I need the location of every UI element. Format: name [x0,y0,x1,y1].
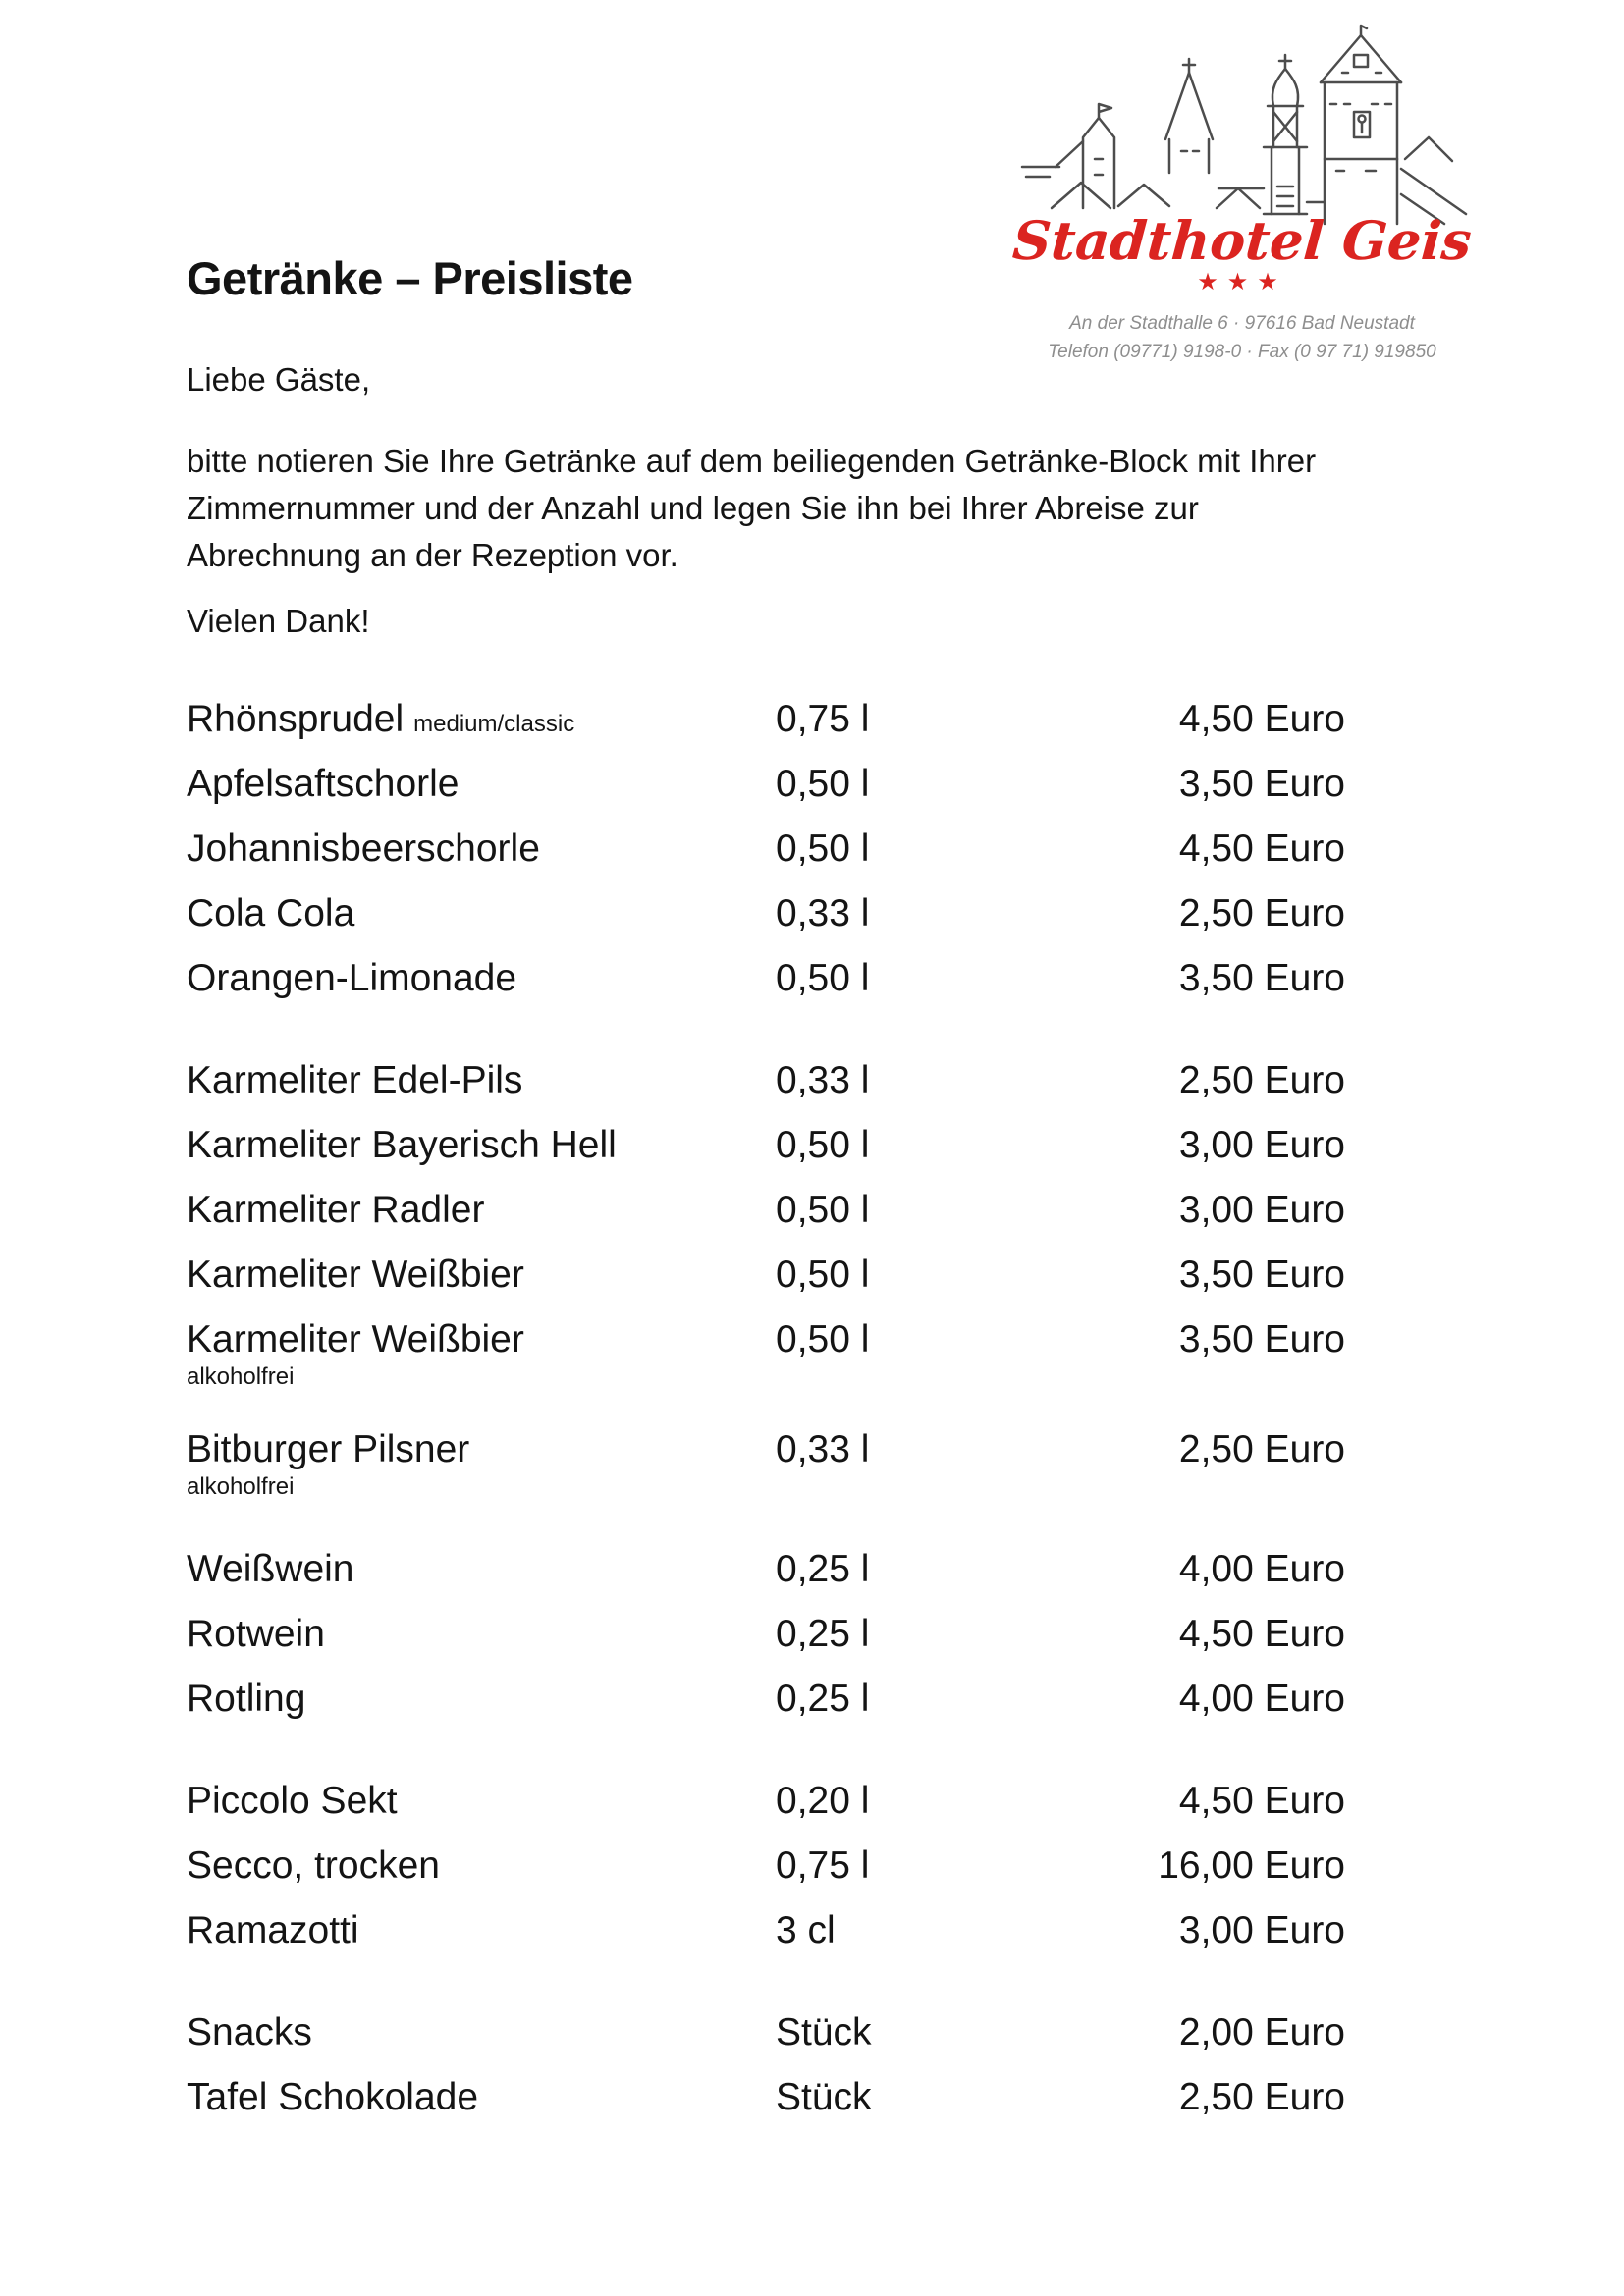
item-volume: 0,33 l [776,1059,870,1101]
item-name: Cola Cola [187,892,355,934]
intro-line: Zimmernummer und der Anzahl und legen Sie ihn bei Ihrer Abreise zur [187,490,1199,526]
item-name: Tafel Schokolade [187,2076,479,2118]
item-volume: 0,50 l [776,1124,870,1166]
price-row [187,2065,1345,2130]
item-name: Bitburger Pilsner [187,1428,470,1470]
item-subnote: alkoholfrei [187,1473,295,1500]
item-name: Rhönsprudel medium/classic [187,698,575,740]
item-price: 2,50 Euro [1178,1428,1345,1470]
item-name: Karmeliter Weißbier [187,1254,524,1296]
item-price: 2,50 Euro [1178,892,1345,934]
item-price: 3,50 Euro [1178,1254,1345,1296]
price-row [187,1308,1345,1372]
item-price: 4,50 Euro [1178,1780,1345,1822]
item-volume: 0,75 l [776,1844,870,1887]
price-row [187,1417,1345,1482]
price-row [187,1898,1345,1963]
item-subnote: alkoholfrei [187,1363,295,1390]
item-price: 16,00 Euro [1158,1844,1345,1887]
item-volume: 0,75 l [776,698,870,740]
item-price: 3,00 Euro [1178,1189,1345,1231]
price-row [187,1769,1345,1834]
item-name: Weißwein [187,1548,354,1590]
item-name: Piccolo Sekt [187,1780,398,1822]
item-volume: 0,25 l [776,1548,870,1590]
hotel-name: Stadthotel Geis [1010,209,1474,272]
item-name: Johannisbeerschorle [187,828,540,870]
price-row [187,1048,1345,1113]
item-price: 3,50 Euro [1178,957,1345,999]
price-row [187,1178,1345,1243]
item-volume: 0,50 l [776,957,870,999]
price-row [187,1113,1345,1178]
item-price: 2,50 Euro [1178,1059,1345,1101]
item-volume: Stück [776,2076,872,2118]
item-volume: 0,50 l [776,763,870,805]
item-price: 4,00 Euro [1178,1548,1345,1590]
hotel-logo [943,22,1542,375]
item-price: 4,00 Euro [1178,1678,1345,1720]
item-price: 2,00 Euro [1178,2011,1345,2054]
item-name: Karmeliter Edel-Pils [187,1059,523,1101]
item-name: Orangen-Limonade [187,957,517,999]
price-group [187,1048,1345,1500]
price-row [187,881,1345,946]
price-row [187,1834,1345,1898]
price-row [187,1537,1345,1602]
greeting-text: Liebe Gäste, [187,361,371,398]
item-price: 3,00 Euro [1178,1909,1345,1951]
item-volume: Stück [776,2011,872,2054]
intro-paragraph [187,438,1316,579]
price-row [187,1243,1345,1308]
hotel-address [943,310,1542,366]
item-volume: 0,33 l [776,1428,870,1470]
item-price: 4,50 Euro [1178,1613,1345,1655]
town-skyline-drawing [1016,22,1468,230]
item-volume: 0,33 l [776,892,870,934]
price-group [187,1537,1345,1732]
item-volume: 0,20 l [776,1780,870,1822]
item-volume: 3 cl [776,1909,836,1951]
hotel-address-line: An der Stadthalle 6 · 97616 Bad Neustadt [1069,313,1415,334]
item-price: 4,50 Euro [1178,698,1345,740]
price-group [187,1769,1345,1963]
item-volume: 0,50 l [776,1189,870,1231]
price-row [187,752,1345,817]
item-name: Apfelsaftschorle [187,763,460,805]
item-volume: 0,50 l [776,828,870,870]
price-row [187,1667,1345,1732]
item-price: 3,00 Euro [1178,1124,1345,1166]
price-row [187,946,1345,1011]
hotel-stars: ★★★ [1197,269,1287,295]
item-volume: 0,25 l [776,1678,870,1720]
item-volume: 0,25 l [776,1613,870,1655]
price-list [187,687,1345,2167]
intro-line: Abrechnung an der Rezeption vor. [187,537,678,573]
price-group [187,2001,1345,2130]
hotel-phone-line: Telefon (09771) 9198-0 · Fax (0 97 71) 919850 [1048,341,1436,362]
price-row [187,817,1345,881]
item-price: 2,50 Euro [1178,2076,1345,2118]
item-name: Karmeliter Bayerisch Hell [187,1124,617,1166]
price-row [187,1602,1345,1667]
item-name: Rotwein [187,1613,325,1655]
item-name: Secco, trocken [187,1844,440,1887]
thanks-text: Vielen Dank! [187,603,370,639]
item-name: Karmeliter Weißbier [187,1318,524,1361]
price-row [187,687,1345,752]
page-title: Getränke – Preisliste [187,252,633,304]
item-price: 4,50 Euro [1178,828,1345,870]
item-name: Karmeliter Radler [187,1189,485,1231]
item-price: 3,50 Euro [1178,763,1345,805]
item-name-suffix: medium/classic [413,711,575,737]
item-name: Snacks [187,2011,312,2054]
price-group [187,687,1345,1011]
item-name: Rotling [187,1678,306,1720]
item-volume: 0,50 l [776,1254,870,1296]
item-name: Ramazotti [187,1909,359,1951]
item-volume: 0,50 l [776,1318,870,1361]
price-row [187,2001,1345,2065]
item-price: 3,50 Euro [1178,1318,1345,1361]
intro-line: bitte notieren Sie Ihre Getränke auf dem beiliegenden Getränke-Block mit Ihrer [187,443,1317,479]
